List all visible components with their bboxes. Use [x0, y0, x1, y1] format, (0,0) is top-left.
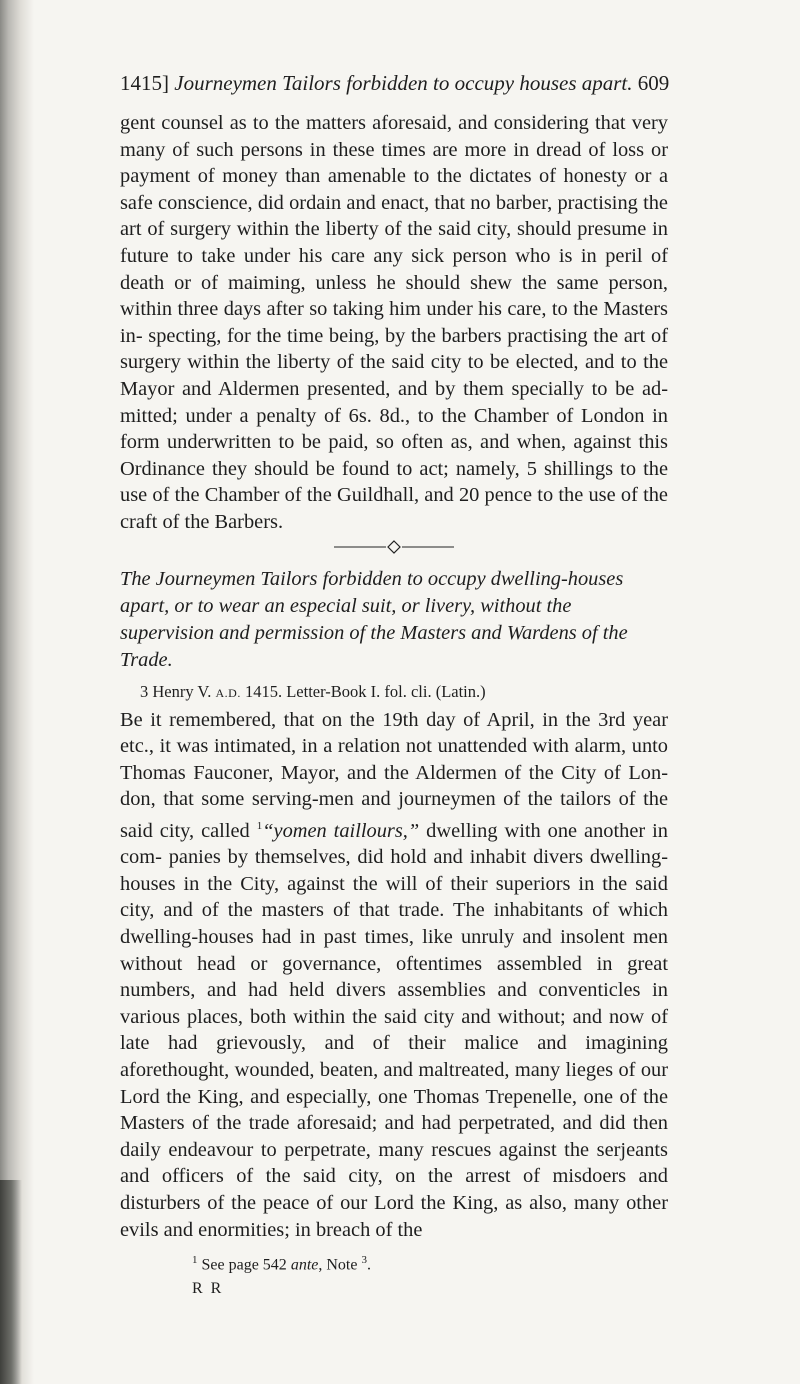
footnote-mark: 1: [192, 1254, 198, 1267]
paragraph-journeymen-tailors: [120, 707, 668, 1244]
footnote-reference: 1: [256, 819, 263, 832]
citation-regnal-year: 3 Henry V.: [140, 681, 212, 701]
quoted-term: “yomen taillours,”: [262, 819, 420, 842]
paragraph-text-before: Be it remembered, that on the 19th day of April, in the 3rd year etc., it was intimated, in a relation not unattended with alarm, unto Thomas Fauconer, Mayor, and the Aldermen of the City of Lon- don, that some serving-men and journeymen of the tailors of the said city, called: [120, 708, 668, 842]
footnote-text-before: See page 542: [197, 1256, 291, 1274]
footnote-end: .: [366, 1256, 371, 1274]
page-number: 609: [637, 71, 670, 95]
binding-shadow-dark: [0, 1180, 22, 1384]
footnote-note-ref: 3: [361, 1254, 367, 1267]
running-head: [120, 70, 668, 96]
footnote-italic: ante: [290, 1256, 319, 1274]
section-heading: The Journeymen Tailors forbidden to occupy dwelling-houses apart, or to wear an especial suit, or livery, without the supervision and permission of the Masters and Wardens of the Trade.: [120, 567, 628, 671]
citation-source: 1415. Letter-Book I. fol. cli. (Latin.): [244, 681, 486, 701]
diamond-rule-icon: [334, 539, 454, 555]
section-citation: [140, 680, 668, 705]
running-head-title: Journeymen Tailors forbidden to occupy houses apart.: [174, 71, 633, 95]
binding-shadow: [0, 0, 34, 1384]
footnote: [192, 1249, 668, 1276]
running-head-year: 1415]: [120, 71, 169, 95]
book-page: [120, 70, 668, 1299]
paragraph-text-after: dwelling with one another in com- panies by themselves, did hold and inhabit divers dwelling-houses in the City, against the will of their superiors in the said city, and of the masters of that trade. The inhabitants of which dwelling-houses had in past times, like unruly and insolent men without head or governance, oftentimes assembled in great numbers, and had held divers assemblies and conventicles in various places, both within the said city and without; and now of late had grievously, and of their malice and imagining aforethought, wounded, beaten, and maltreated, many lieges of our Lord the King, and especially, one Thomas Trepenelle, one of the Masters of the trade aforesaid; and had perpetrated, and did then daily endeavour to perpetrate, many rescues against the serjeants and officers of the said city, on the arrest of misdoers and disturbers of the peace of our Lord the King, as also, many other evils and enormities; in breach of the: [120, 819, 668, 1241]
signature-mark: R R: [192, 1279, 224, 1297]
section-divider: [120, 538, 668, 562]
footnote-text-after: , Note: [318, 1256, 362, 1274]
citation-era: A.D.: [215, 685, 241, 700]
paragraph-barbers-ordinance: gent counsel as to the matters aforesaid, and considering that very many of such persons in these times are more in dread of loss or payment of money than amenable to the dictates of honesty or a safe conscience, did ordain and enact, that no barber, practising the art of surgery within the liberty of the said city, should presume in future to take under his care any sick person who is in peril of death or of maiming, unless he should shew the same person, within three days after so taking him under his care, to the Masters in- specting, for the time being, by the barbers practising the art of surgery within the liberty of the said city to be elected, and to the Mayor and Aldermen presented, and by them specially to be ad- mitted; under a penalty of 6s. 8d., to the Chamber of London in form underwritten to be paid, so often as, and when, against this Ordinance they should be found to act; namely, 5 shillings to the use of the Chamber of the Guildhall, and 20 pence to the use of the craft of the Barbers.: [120, 112, 668, 533]
